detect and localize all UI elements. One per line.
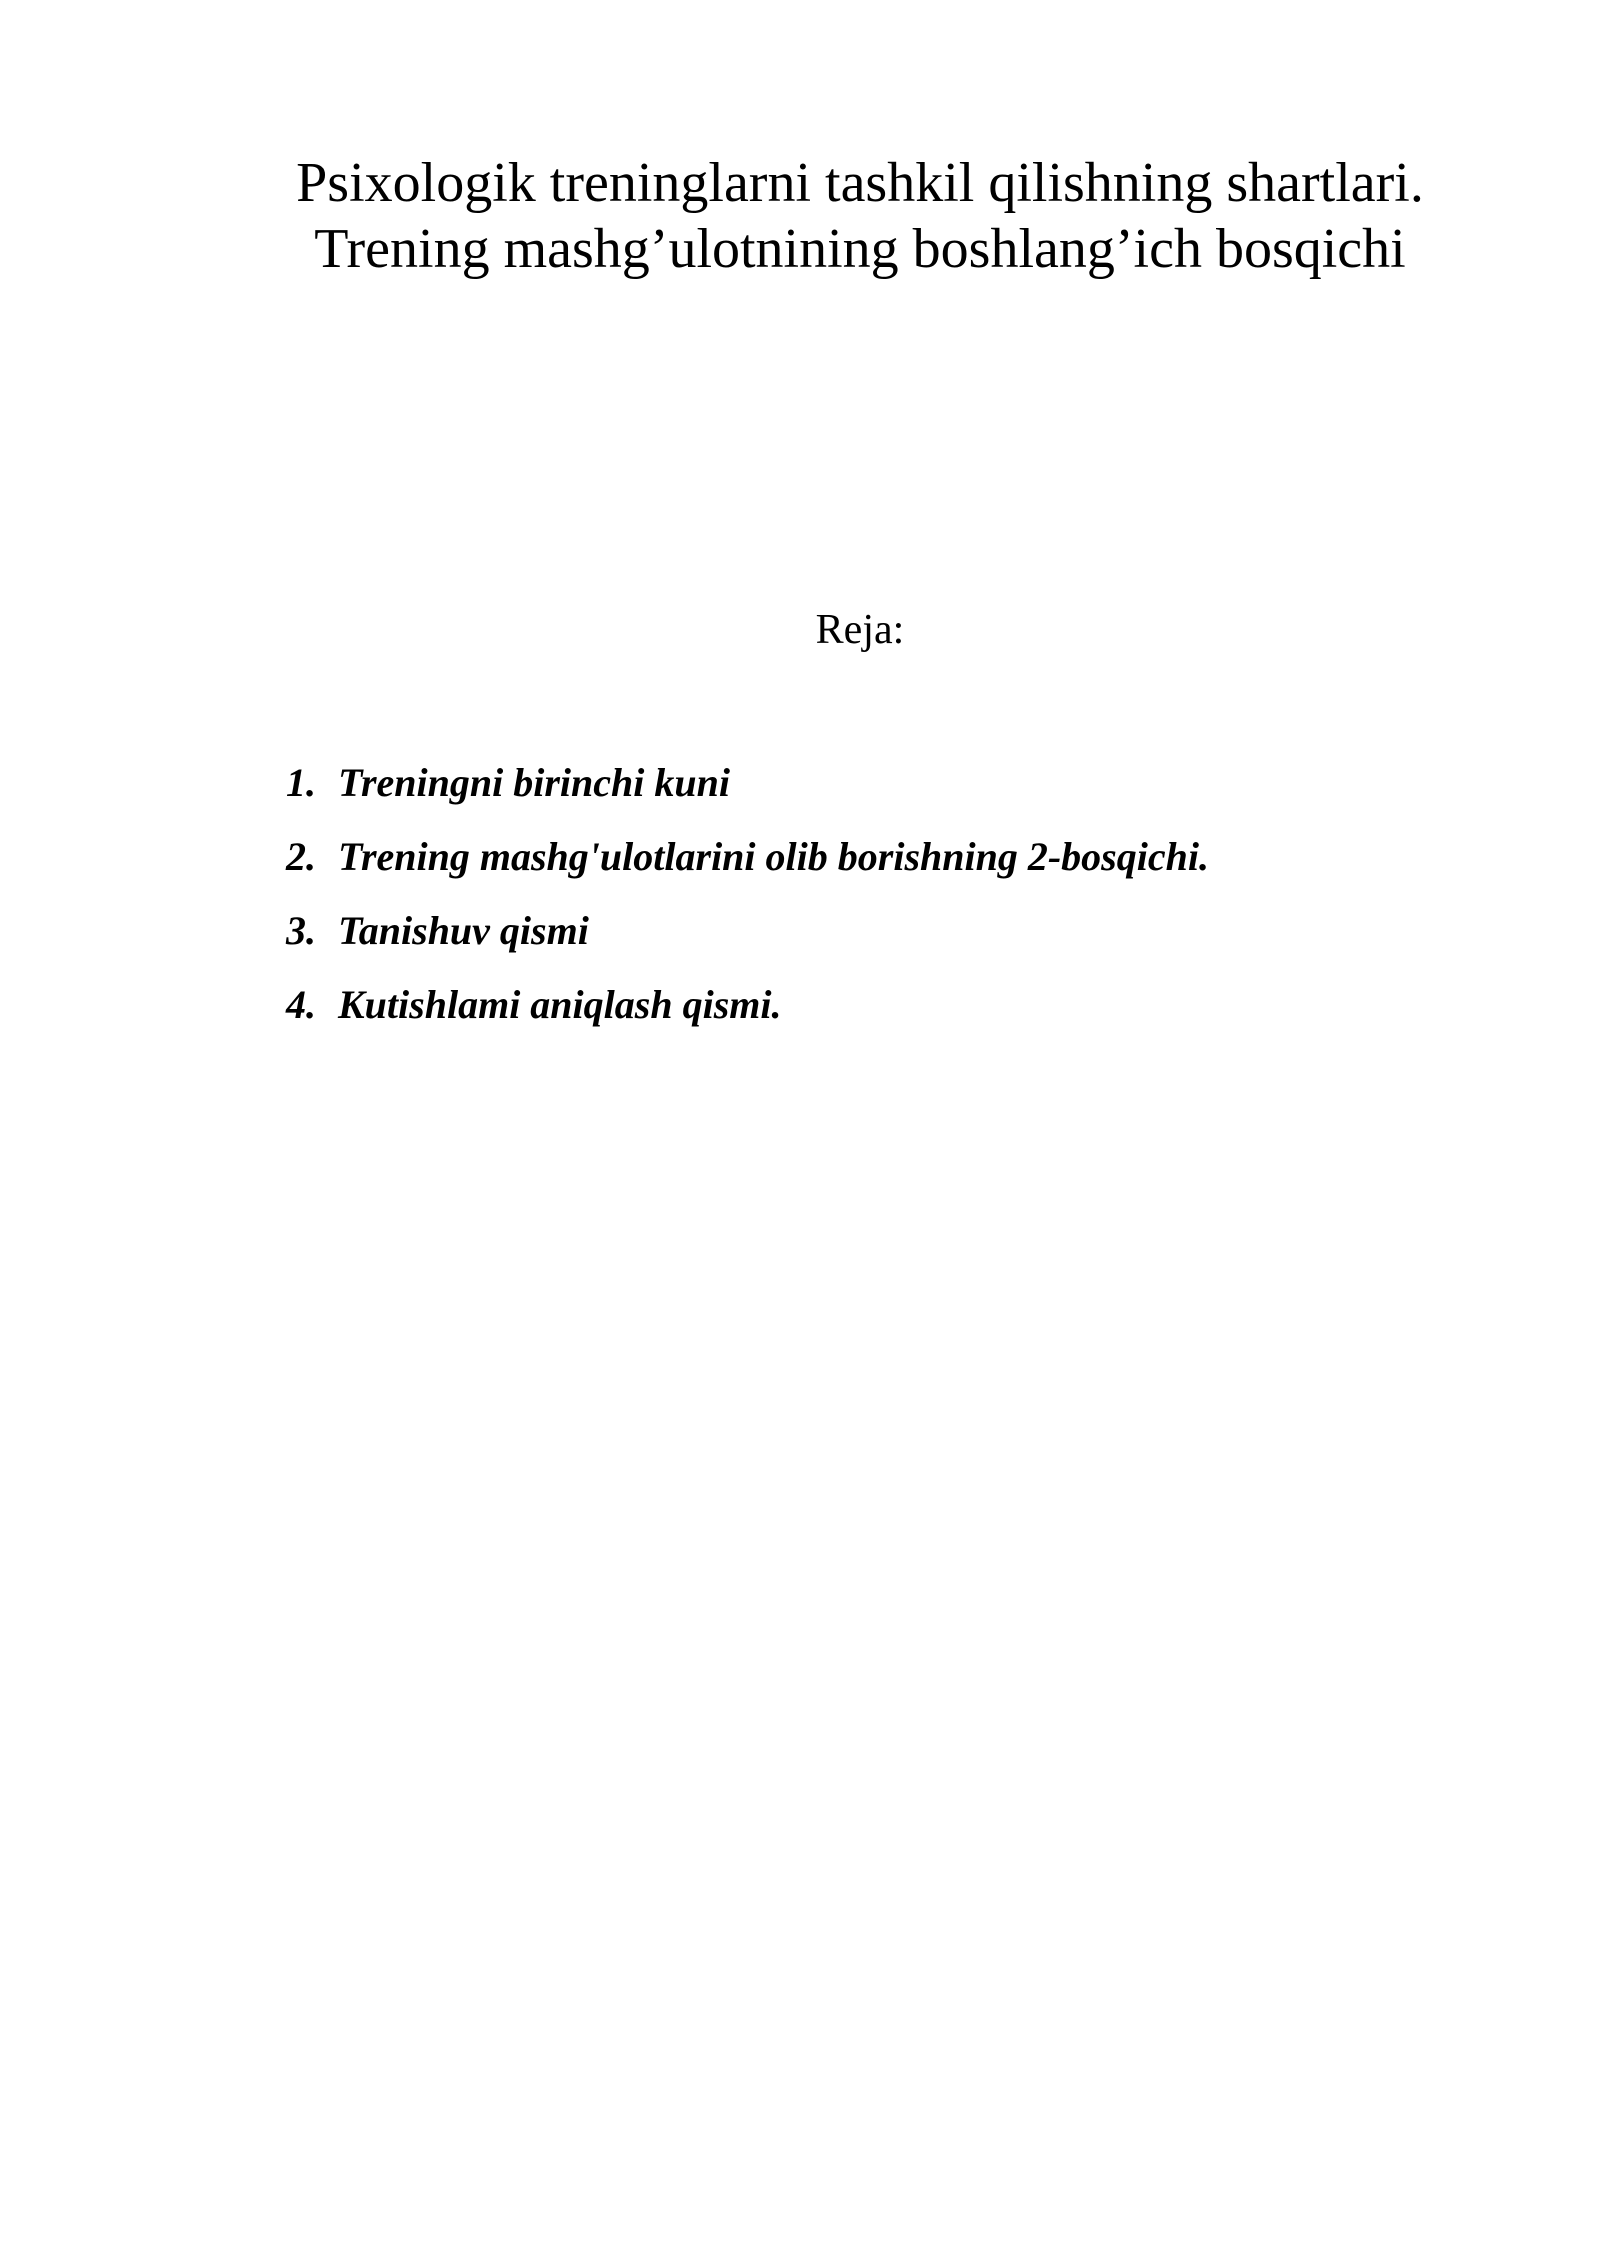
plan-item-text: Treningni birinchi kuni <box>338 760 730 805</box>
page-title <box>180 150 1540 282</box>
plan-item-2 <box>286 832 1209 906</box>
title-line-1: Psixologik treninglarni tashkil qilishning shartlari. <box>296 152 1424 214</box>
plan-item-text: Tanishuv qismi <box>338 908 589 953</box>
plan-item-4 <box>286 980 1209 1054</box>
plan-item-number: 1. <box>286 760 316 805</box>
plan-item-number: 4. <box>286 982 316 1027</box>
title-line-2: Trening mashg’ulotnining boshlang’ich bosqichi <box>314 218 1406 280</box>
plan-item-number: 2. <box>286 834 316 879</box>
plan-item-text: Kutishlami aniqlash qismi. <box>338 982 782 1027</box>
plan-list <box>286 758 1209 1054</box>
plan-item-1 <box>286 758 1209 832</box>
plan-item-text: Trening mashg'ulotlarini olib borishning 2-bosqichi. <box>338 834 1209 879</box>
plan-item-number: 3. <box>286 908 316 953</box>
plan-item-3 <box>286 906 1209 980</box>
plan-heading: Reja: <box>815 607 905 653</box>
